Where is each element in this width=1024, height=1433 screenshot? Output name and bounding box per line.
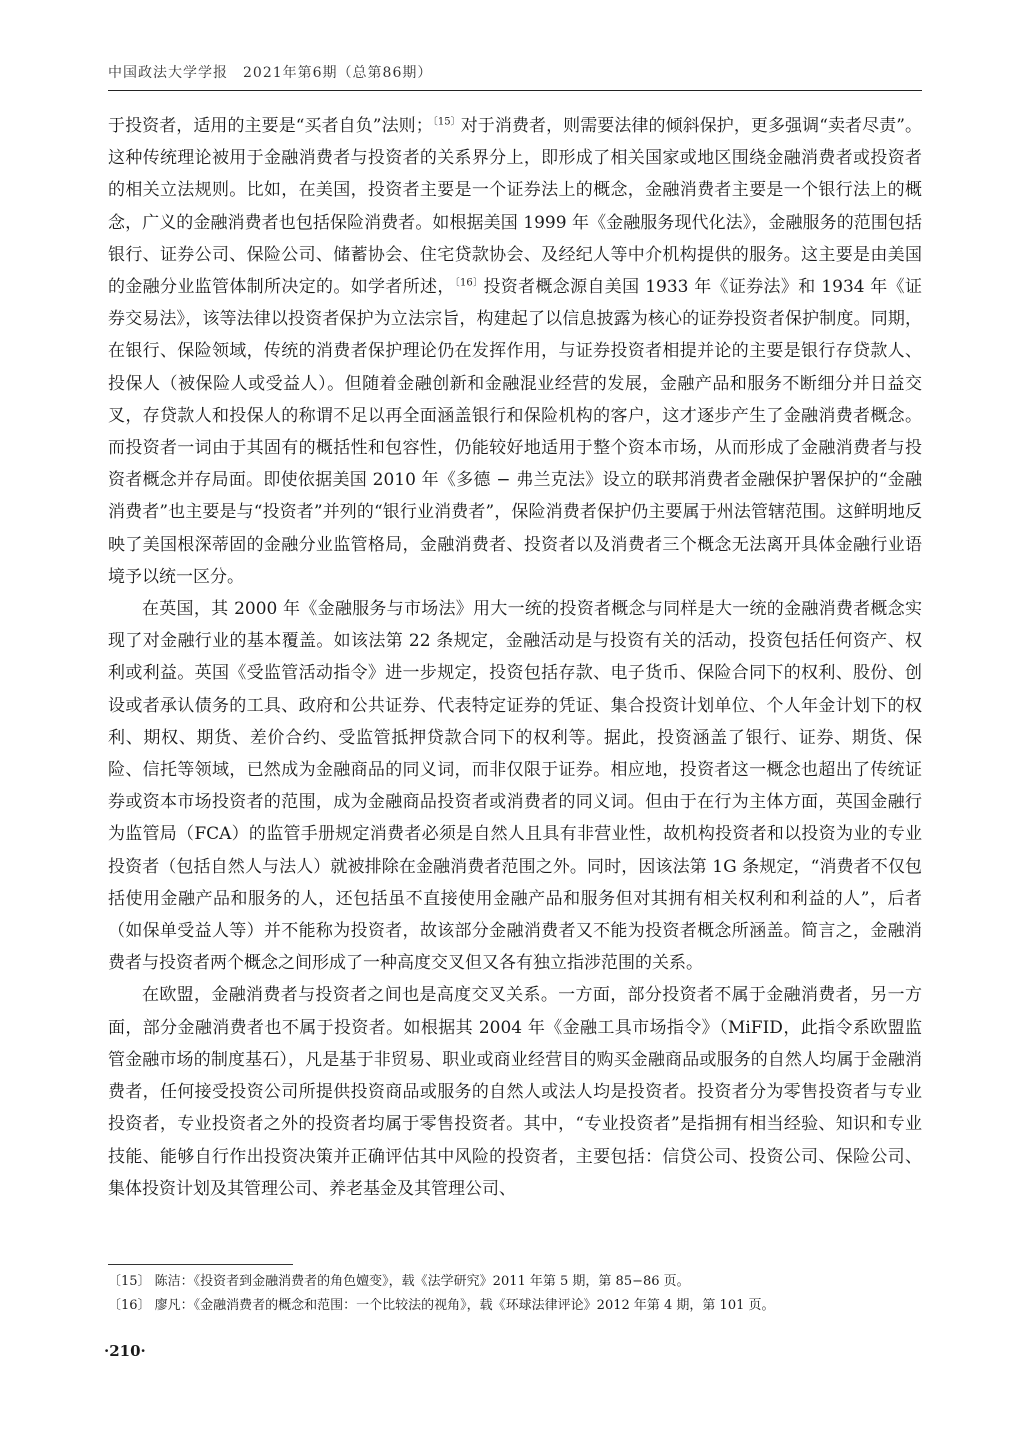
footnote-16: 〔16〕 廖凡：《金融消费者的概念和范围：一个比较法的视角》，载《环球法律评论》2012 年第 4 期，第 101 页。 [108, 1298, 775, 1313]
footnote-15: 〔15〕 陈洁：《投资者到金融消费者的角色嬗变》，载《法学研究》2011 年第 5 期，第 85−86 页。 [108, 1274, 690, 1289]
paragraph-3: 在欧盟，金融消费者与投资者之间也是高度交叉关系。一方面，部分投资者不属于金融消费者，另一方面，部分金融消费者也不属于投资者。如根据其 2004 年《金融工具市场指令》（MiFID，此指令系欧盟监管金融市场的制度基石），凡是基于非贸易、职业或商业经营目的购买金融商品或服务的自然人均属于金融消费者，任何接受投资公司所提供投资商品或服务的自然人或法人均是投资者。投资者分为零售投资者与专业投资者，专业投资者之外的投资者均属于零售投资者。其中，“专业投资者”是指拥有相当经验、知识和专业技能、能够自行作出投资决策并正确评估其中风险的投资者，主要包括：信贷公司、投资公司、保险公司、集体投资计划及其管理公司、养老基金及其管理公司、 [108, 985, 922, 1199]
running-head: 中国政法大学学报 2021年第6期（总第86期） [108, 65, 433, 81]
footnotes [108, 1270, 922, 1318]
footnote-ref-15[interactable]: 〔15〕 [432, 116, 461, 128]
page-number: ·210· [104, 1342, 146, 1360]
paragraph-1 [108, 110, 922, 593]
paragraph-1-part-b: 对于消费者，则需要法律的倾斜保护，更多强调“卖者尽责”。这种传统理论被用于金融消费者与投资者的关系界分上，即形成了相关国家或地区围绕金融消费者或投资者的相关立法规则。比如，在美国，投资者主要是一个证券法上的概念，金融消费者主要是一个银行法上的概念，广义的金融消费者也包括保险消费者。如根据美国 1999 年《金融服务现代化法》，金融服务的范围包括银行、证券公司、保险公司、储蓄协会、住宅贷款协会、及经纪人等中介机构提供的服务。这主要是由美国的金融分业监管体制所决定的。如学者所述， [108, 116, 922, 298]
paragraph-1-part-c: 投资者概念源自美国 1933 年《证券法》和 1934 年《证券交易法》，该等法律以投资者保护为立法宗旨，构建起了以信息披露为核心的证券投资者保护制度。同期，在银行、保险领域，传统的消费者保护理论仍在发挥作用，与证券投资者相提并论的主要是银行存贷款人、投保人（被保险人或受益人）。但随着金融创新和金融混业经营的发展，金融产品和服务不断细分并日益交叉，存贷款人和投保人的称谓不足以再全面涵盖银行和保险机构的客户，这才逐步产生了金融消费者概念。而投资者一词由于其固有的概括性和包容性，仍能较好地适用于整个资本市场，从而形成了金融消费者与投资者概念并存局面。即使依据美国 2010 年《多德 − 弗兰克法》设立的联邦消费者金融保护署保护的“金融消费者”也主要是与“投资者”并列的“银行业消费者”，保险消费者保护仍主要属于州法管辖范围。这鲜明地反映了美国根深蒂固的金融分业监管格局，金融消费者、投资者以及消费者三个概念无法离开具体金融行业语境予以统一区分。 [108, 277, 922, 587]
paragraph-2: 在英国，其 2000 年《金融服务与市场法》用大一统的投资者概念与同样是大一统的金融消费者概念实现了对金融行业的基本覆盖。如该法第 22 条规定，金融活动是与投资有关的活动，投资包括任何资产、权利或利益。英国《受监管活动指令》进一步规定，投资包括存款、电子货币、保险合同下的权利、股份、创设或者承认债务的工具、政府和公共证券、代表特定证券的凭证、集合投资计划单位、个人年金计划下的权利、期权、期货、差价合约、受监管抵押贷款合同下的权利等。据此，投资涵盖了银行、证券、期货、保险、信托等领域，已然成为金融商品的同义词，而非仅限于证券。相应地，投资者这一概念也超出了传统证券或资本市场投资者的范围，成为金融商品投资者或消费者的同义词。但由于在行为主体方面，英国金融行为监管局（FCA）的监管手册规定消费者必须是自然人且具有非营业性，故机构投资者和以投资为业的专业投资者（包括自然人与法人）就被排除在金融消费者范围之外。同时，因该法第 1G 条规定，“消费者不仅包括使用金融产品和服务的人，还包括虽不直接使用金融产品和服务但对其拥有相关权利和利益的人”，后者（如保单受益人等）并不能称为投资者，故该部分金融消费者又不能为投资者概念所涵盖。简言之，金融消费者与投资者两个概念之间形成了一种高度交叉但又各有独立指涉范围的关系。 [108, 599, 922, 974]
header-rule [108, 90, 922, 91]
footnote-ref-16[interactable]: 〔16〕 [454, 277, 484, 289]
footnote-rule [108, 1264, 293, 1265]
article-body [108, 110, 922, 1205]
paragraph-1-part-a: 于投资者，适用的主要是“买者自负”法则； [108, 116, 433, 136]
